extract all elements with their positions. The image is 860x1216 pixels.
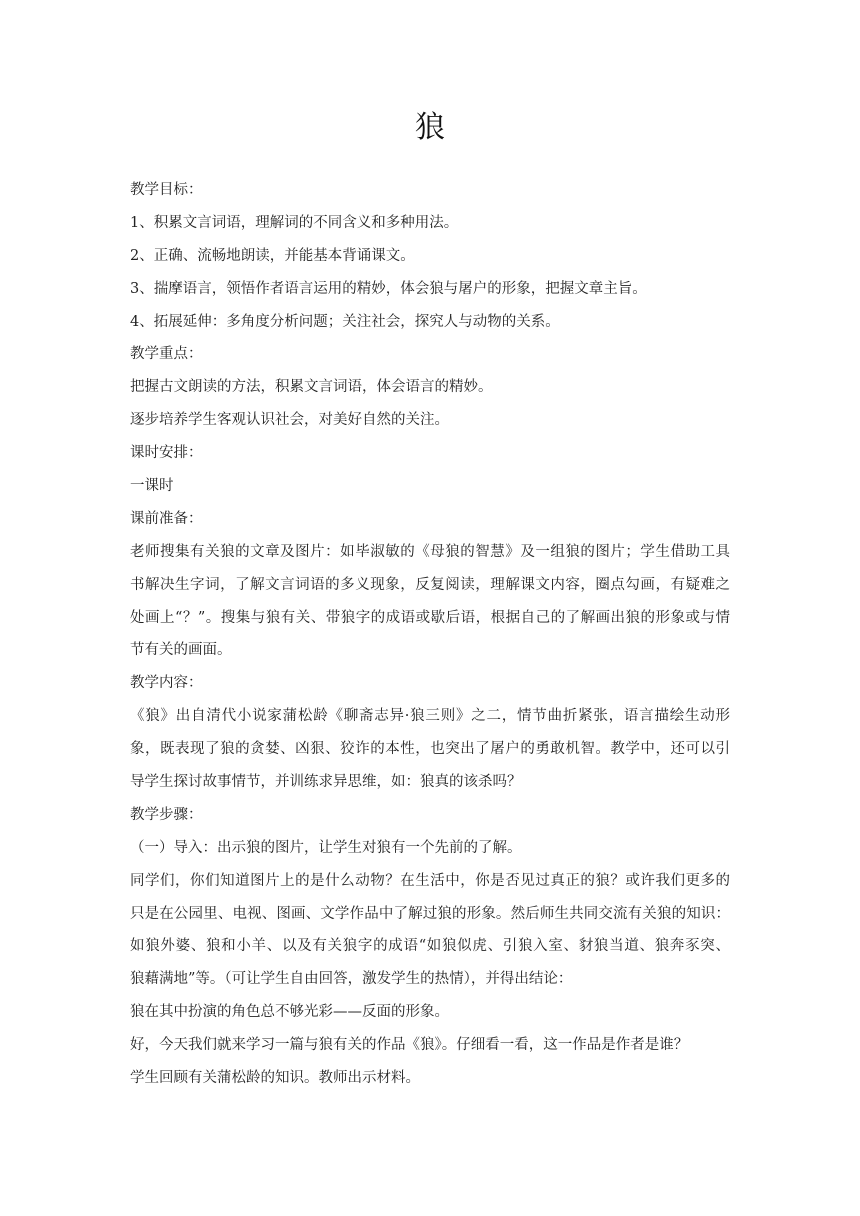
content-text: 象，既表现了狼的贪婪、凶狠、狡诈的本性，也突出了屠户的勇敢机智。教学中，还可以引 <box>130 741 730 758</box>
content-text: 导学生探讨故事情节，并训练求异思维，如：狼真的该杀吗？ <box>130 774 522 791</box>
document-title: 狼 <box>415 110 445 145</box>
step-text: 学生回顾有关蒲松龄的知识。教师出示材料。 <box>130 1070 420 1087</box>
preparation-text: 老师搜集有关狼的文章及图片：如毕淑敏的《母狼的智慧》及一组狼的图片；学生借助工具 <box>130 543 730 560</box>
goal-item: 4、拓展延伸：多角度分析问题；关注社会，探究人与动物的关系。 <box>130 313 560 330</box>
heading-preparation: 课前准备： <box>130 510 203 527</box>
goal-item: 2、正确、流畅地朗读，并能基本背诵课文。 <box>130 247 415 264</box>
preparation-text: 书解决生字词，了解文言词语的多义现象，反复阅读，理解课文内容，圈点勾画，有疑难之 <box>130 576 730 593</box>
preparation-text: 节有关的画面。 <box>130 642 232 659</box>
heading-teaching-goals: 教学目标： <box>130 182 203 198</box>
step-text: 狼藉满地”等。（可让学生自由回答，激发学生的热情），并得出结论： <box>130 971 573 988</box>
document-body <box>130 174 730 1095</box>
heading-content: 教学内容： <box>130 675 203 692</box>
step-text: 只是在公园里、电视、图画、文学作品中了解过狼的形象。然后师生共同交流有关狼的知识： <box>130 905 730 922</box>
heading-steps: 教学步骤： <box>130 806 203 823</box>
step-text: 好，今天我们就来学习一篇与狼有关的作品《狼》。仔细看一看，这一作品是作者是谁？ <box>130 1037 689 1054</box>
step-text: 同学们，你们知道图片上的是什么动物？在生活中，你是否见过真正的狼？或许我们更多的 <box>130 872 730 889</box>
preparation-text: 处画上“？”。搜集与狼有关、带狼字的成语或歇后语，根据自己的了解画出狼的形象或与情 <box>130 609 730 626</box>
focus-item: 把握古文朗读的方法，积累文言词语，体会语言的精妙。 <box>130 379 493 396</box>
goal-item: 3、揣摩语言，领悟作者语言运用的精妙，体会狼与屠户的形象，把握文章主旨。 <box>130 280 647 297</box>
heading-teaching-focus: 教学重点： <box>130 346 203 363</box>
goal-item: 1、积累文言词语，理解词的不同含义和多种用法。 <box>130 214 459 231</box>
schedule-text: 一课时 <box>130 478 174 495</box>
heading-schedule: 课时安排： <box>130 445 203 462</box>
content-text: 《狼》出自清代小说家蒲松龄《聊斋志异·狼三则》之二，情节曲折紧张，语言描绘生动形 <box>130 708 730 725</box>
step-text: 如狼外婆、狼和小羊、以及有关狼字的成语“如狼似虎、引狼入室、豺狼当道、狼奔豕突、 <box>130 938 730 955</box>
focus-item: 逐步培养学生客观认识社会，对美好自然的关注。 <box>130 412 449 429</box>
step-text: 狼在其中扮演的角色总不够光彩——反面的形象。 <box>130 1004 449 1021</box>
step-heading: （一）导入：出示狼的图片，让学生对狼有一个先前的了解。 <box>130 839 522 856</box>
